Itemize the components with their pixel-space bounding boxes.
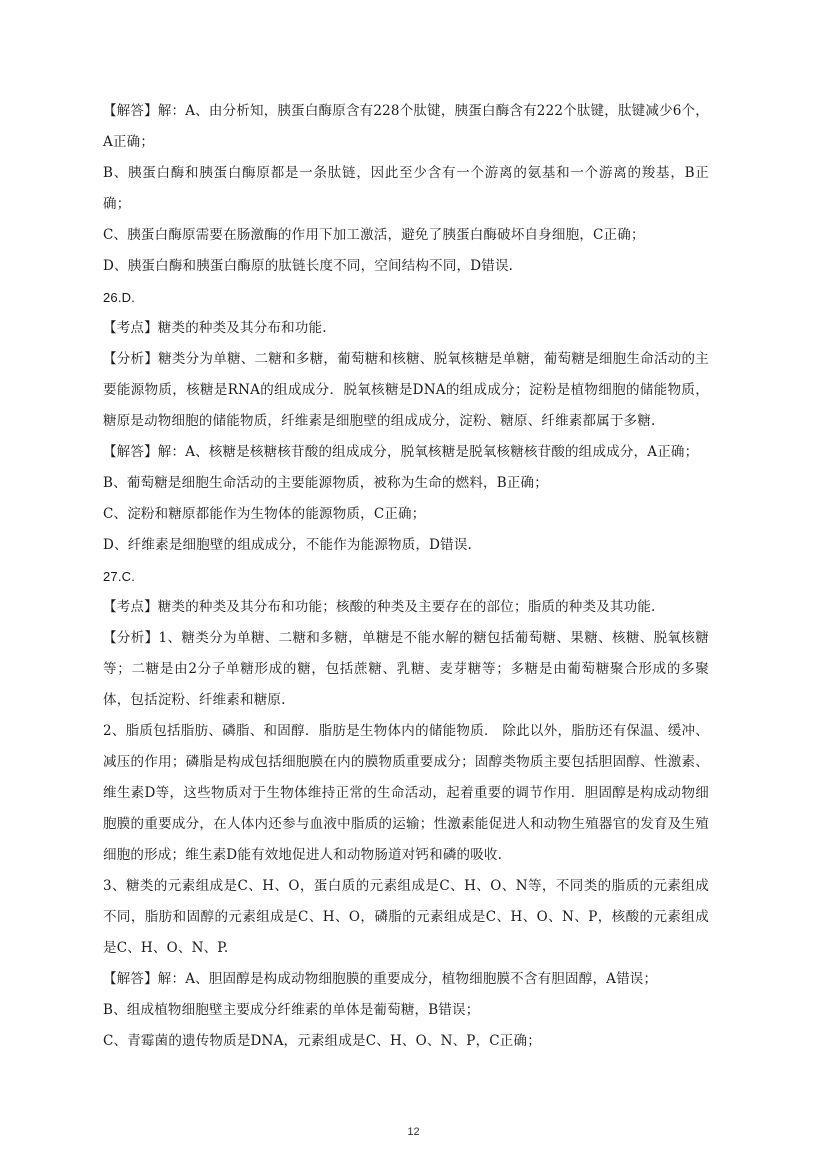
answer-26-option-b: B、葡萄糖是细胞生命活动的主要能源物质，被称为生命的燃料，B正确； xyxy=(103,475,548,491)
page-number: 12 xyxy=(407,1126,420,1138)
answer-25-option-c: C、胰蛋白酶原需要在肠激酶的作用下加工激活，避免了胰蛋白酶破坏自身细胞，C正确； xyxy=(103,227,645,243)
answer-27-analysis-2: 2、脂质包括脂肪、磷脂、和固醇．脂肪是生物体内的储能物质． 除此以外，脂肪还有保温、缓冲、减压的作用；磷脂是构成包括细胞膜在内的膜物质重要成分；固醇类物质主要包括胆固醇、性激素、维生素D等，这些物质对于生物体维持正常的生命活动，起着重要的调节作用．胆固醇是构成动物细胞膜的重要成分，在人体内还参与血液中脂质的运输；性激素能促进人和动物生殖器官的发育及生殖细胞的形成；维生素D能有效地促进人和动物肠道对钙和磷的吸收. xyxy=(103,723,709,863)
answer-25-solution-a: 【解答】解：A、由分析知，胰蛋白酶原含有228个肽键，胰蛋白酶含有222个肽键，肽键减少6个，A正确； xyxy=(103,103,709,150)
question-26-number: 26.D. xyxy=(103,290,136,305)
page-content xyxy=(103,96,709,1057)
answer-26-analysis: 【分析】糖类分为单糖、二糖和多糖，葡萄糖和核糖、脱氧核糖是单糖，葡萄糖是细胞生命活动的主要能源物质，核糖是RNA的组成成分．脱氧核糖是DNA的组成成分；淀粉是植物细胞的储能物质，糖原是动物细胞的储能物质，纤维素是细胞壁的组成成分，淀粉、糖原、纤维素都属于多糖. xyxy=(103,351,709,429)
answer-27-analysis-3: 3、糖类的元素组成是C、H、O，蛋白质的元素组成是C、H、O、N等，不同类的脂质的元素组成不同，脂肪和固醇的元素组成是C、H、O，磷脂的元素组成是C、H、O、N、P，核酸的元素组成是C、H、O、N、P. xyxy=(103,878,709,956)
answer-27-topic: 【考点】糖类的种类及其分布和功能；核酸的种类及主要存在的部位；脂质的种类及其功能. xyxy=(103,599,656,615)
answer-26-option-c: C、淀粉和糖原都能作为生物体的能源物质，C正确； xyxy=(103,506,426,522)
answer-25-option-b: B、胰蛋白酶和胰蛋白酶原都是一条肽链，因此至少含有一个游离的氨基和一个游离的羧基，B正确； xyxy=(103,165,709,212)
answer-27-option-b: B、组成植物细胞壁主要成分纤维素的单体是葡萄糖，B错误； xyxy=(103,1002,480,1018)
answer-27-analysis-1: 【分析】1、糖类分为单糖、二糖和多糖，单糖是不能水解的糖包括葡萄糖、果糖、核糖、脱氧核糖等；二糖是由2分子单糖形成的糖，包括蔗糖、乳糖、麦芽糖等；多糖是由葡萄糖聚合形成的多聚体，包括淀粉、纤维素和糖原. xyxy=(103,630,709,708)
answer-27-solution-a: 【解答】解：A、胆固醇是构成动物细胞膜的重要成分，植物细胞膜不含有胆固醇，A错误； xyxy=(103,971,658,987)
question-27-number: 27.C. xyxy=(103,569,136,584)
answer-26-solution-a: 【解答】解：A、核糖是核糖核苷酸的组成成分，脱氧核糖是脱氧核糖核苷酸的组成成分，A正确； xyxy=(103,444,699,460)
answer-26-topic: 【考点】糖类的种类及其分布和功能. xyxy=(103,320,327,336)
answer-27-option-c: C、青霉菌的遗传物质是DNA，元素组成是C、H、O、N、P，C正确； xyxy=(103,1033,541,1049)
answer-25-option-d: D、胰蛋白酶和胰蛋白酶原的肽链长度不同，空间结构不同，D错误. xyxy=(103,258,514,274)
answer-26-option-d: D、纤维素是细胞壁的组成成分，不能作为能源物质，D错误. xyxy=(103,537,473,553)
